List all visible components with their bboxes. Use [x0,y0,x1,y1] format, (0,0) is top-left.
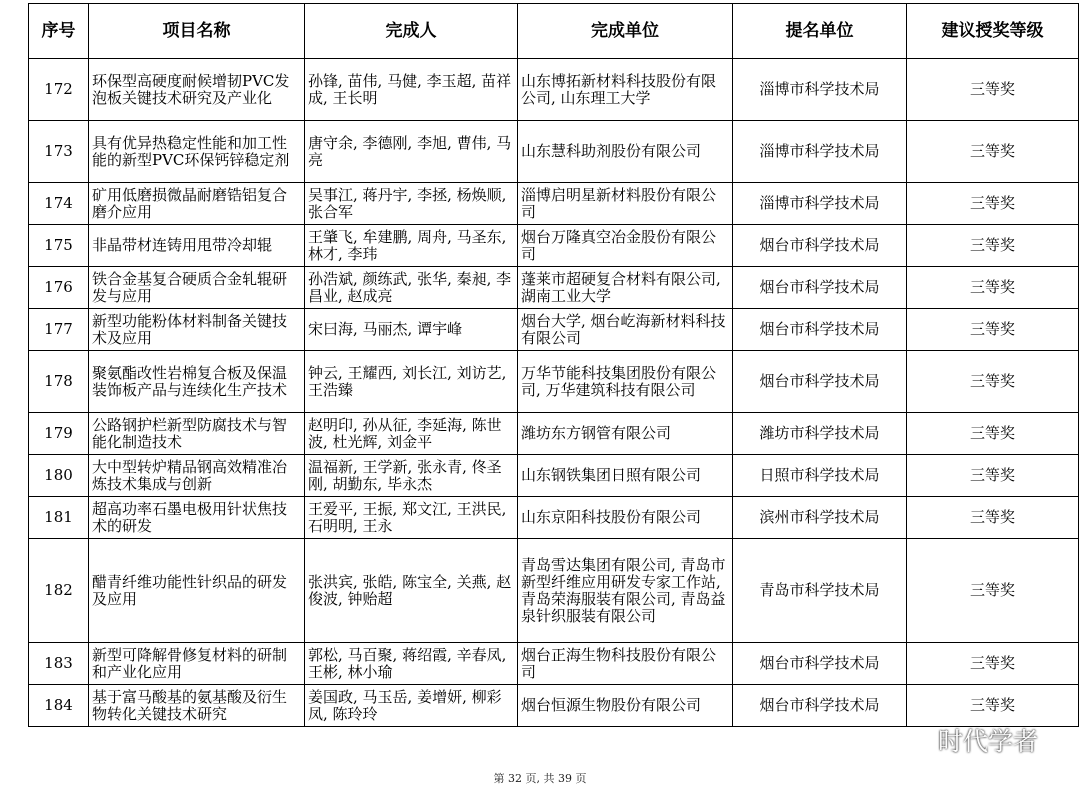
serial-cell: 179 [29,413,89,455]
project-name-cell: 聚氨酯改性岩棉复合板及保温装饰板产品与连续化生产技术 [89,351,305,413]
completers-cell: 宋曰海, 马丽杰, 谭宇峰 [305,309,518,351]
serial-cell: 180 [29,455,89,497]
grade-cell: 三等奖 [907,225,1079,267]
awards-table [28,3,1079,727]
grade-cell: 三等奖 [907,643,1079,685]
project-name-cell: 醋青纤维功能性针织品的研发及应用 [89,539,305,643]
header-serial: 序号 [29,4,89,59]
header-completing-units: 完成单位 [518,4,733,59]
serial-cell: 173 [29,121,89,183]
grade-cell: 三等奖 [907,497,1079,539]
completers-cell: 王爱平, 王振, 郑文江, 王洪民, 石明明, 王永 [305,497,518,539]
nominator-cell: 烟台市科学技术局 [733,643,907,685]
header-award-grade: 建议授奖等级 [907,4,1079,59]
serial-cell: 184 [29,685,89,727]
nominator-cell: 烟台市科学技术局 [733,685,907,727]
watermark-text: 时代学者 [938,727,1039,756]
table-row [29,643,1079,685]
completers-cell: 姜国政, 马玉岳, 姜增妍, 柳彩凤, 陈玲玲 [305,685,518,727]
project-name-cell: 大中型转炉精品钢高效精准冶炼技术集成与创新 [89,455,305,497]
nominator-cell: 潍坊市科学技术局 [733,413,907,455]
project-name-cell: 超高功率石墨电极用针状焦技术的研发 [89,497,305,539]
units-cell: 烟台大学, 烟台屹海新材料科技有限公司 [518,309,733,351]
grade-cell: 三等奖 [907,685,1079,727]
project-name-cell: 新型可降解骨修复材料的研制和产业化应用 [89,643,305,685]
project-name-cell: 具有优异热稳定性能和加工性能的新型PVC环保钙锌稳定剂 [89,121,305,183]
project-name-cell: 基于富马酸基的氨基酸及衍生物转化关键技术研究 [89,685,305,727]
grade-cell: 三等奖 [907,267,1079,309]
units-cell: 山东钢铁集团日照有限公司 [518,455,733,497]
serial-cell: 174 [29,183,89,225]
completers-cell: 钟云, 王耀西, 刘长江, 刘访艺, 王浩臻 [305,351,518,413]
nominator-cell: 烟台市科学技术局 [733,309,907,351]
serial-cell: 176 [29,267,89,309]
table-row [29,351,1079,413]
table-row [29,685,1079,727]
table-row [29,413,1079,455]
wechat-icon [900,726,932,754]
grade-cell: 三等奖 [907,309,1079,351]
table-row [29,59,1079,121]
nominator-cell: 烟台市科学技术局 [733,351,907,413]
units-cell: 蓬莱市超硬复合材料有限公司, 湖南工业大学 [518,267,733,309]
serial-cell: 178 [29,351,89,413]
grade-cell: 三等奖 [907,351,1079,413]
completers-cell: 赵明印, 孙从征, 李延海, 陈世波, 杜光辉, 刘金平 [305,413,518,455]
table-row [29,497,1079,539]
serial-cell: 183 [29,643,89,685]
project-name-cell: 环保型高硬度耐候增韧PVC发泡板关键技术研究及产业化 [89,59,305,121]
table-row [29,455,1079,497]
table-row [29,309,1079,351]
completers-cell: 郭松, 马百聚, 蒋绍霞, 辛春凤, 王彬, 林小瑜 [305,643,518,685]
nominator-cell: 烟台市科学技术局 [733,225,907,267]
units-cell: 山东慧科助剂股份有限公司 [518,121,733,183]
grade-cell: 三等奖 [907,539,1079,643]
units-cell: 淄博启明星新材料股份有限公司 [518,183,733,225]
completers-cell: 吴事江, 蒋丹宇, 李拯, 杨焕顺, 张合军 [305,183,518,225]
nominator-cell: 淄博市科学技术局 [733,121,907,183]
watermark [900,722,1038,758]
units-cell: 烟台万隆真空冶金股份有限公司 [518,225,733,267]
project-name-cell: 公路钢护栏新型防腐技术与智能化制造技术 [89,413,305,455]
completers-cell: 王肇飞, 牟建鹏, 周舟, 马圣东, 林才, 李玮 [305,225,518,267]
project-name-cell: 矿用低磨损微晶耐磨锆铝复合磨介应用 [89,183,305,225]
grade-cell: 三等奖 [907,183,1079,225]
units-cell: 青岛雪达集团有限公司, 青岛市新型纤维应用研发专家工作站, 青岛荣海服装有限公司, 青岛益泉针织服装有限公司 [518,539,733,643]
serial-cell: 175 [29,225,89,267]
grade-cell: 三等奖 [907,121,1079,183]
units-cell: 万华节能科技集团股份有限公司, 万华建筑科技有限公司 [518,351,733,413]
units-cell: 山东京阳科技股份有限公司 [518,497,733,539]
project-name-cell: 铁合金基复合硬质合金轧辊研发与应用 [89,267,305,309]
header-completers: 完成人 [305,4,518,59]
table-row [29,183,1079,225]
nominator-cell: 烟台市科学技术局 [733,267,907,309]
table-row [29,225,1079,267]
grade-cell: 三等奖 [907,455,1079,497]
serial-cell: 182 [29,539,89,643]
nominator-cell: 滨州市科学技术局 [733,497,907,539]
nominator-cell: 日照市科学技术局 [733,455,907,497]
table-row [29,539,1079,643]
header-row [29,4,1079,59]
header-project-name: 项目名称 [89,4,305,59]
grade-cell: 三等奖 [907,59,1079,121]
units-cell: 山东博拓新材料科技股份有限公司, 山东理工大学 [518,59,733,121]
completers-cell: 唐守余, 李德刚, 李旭, 曹伟, 马亮 [305,121,518,183]
nominator-cell: 青岛市科学技术局 [733,539,907,643]
project-name-cell: 非晶带材连铸用甩带冷却辊 [89,225,305,267]
serial-cell: 181 [29,497,89,539]
completers-cell: 孙锋, 苗伟, 马健, 李玉超, 苗祥成, 王长明 [305,59,518,121]
nominator-cell: 淄博市科学技术局 [733,59,907,121]
page-footer: 第 32 页, 共 39 页 [493,772,587,785]
units-cell: 烟台正海生物科技股份有限公司 [518,643,733,685]
project-name-cell: 新型功能粉体材料制备关键技术及应用 [89,309,305,351]
completers-cell: 张洪宾, 张皓, 陈宝全, 关燕, 赵俊波, 钟贻超 [305,539,518,643]
serial-cell: 172 [29,59,89,121]
table-row [29,267,1079,309]
units-cell: 潍坊东方钢管有限公司 [518,413,733,455]
completers-cell: 孙浩斌, 颜练武, 张华, 秦昶, 李昌业, 赵成亮 [305,267,518,309]
completers-cell: 温福新, 王学新, 张永青, 佟圣刚, 胡勤东, 毕永杰 [305,455,518,497]
header-nominating-unit: 提名单位 [733,4,907,59]
grade-cell: 三等奖 [907,413,1079,455]
serial-cell: 177 [29,309,89,351]
units-cell: 烟台恒源生物股份有限公司 [518,685,733,727]
nominator-cell: 淄博市科学技术局 [733,183,907,225]
table-row [29,121,1079,183]
